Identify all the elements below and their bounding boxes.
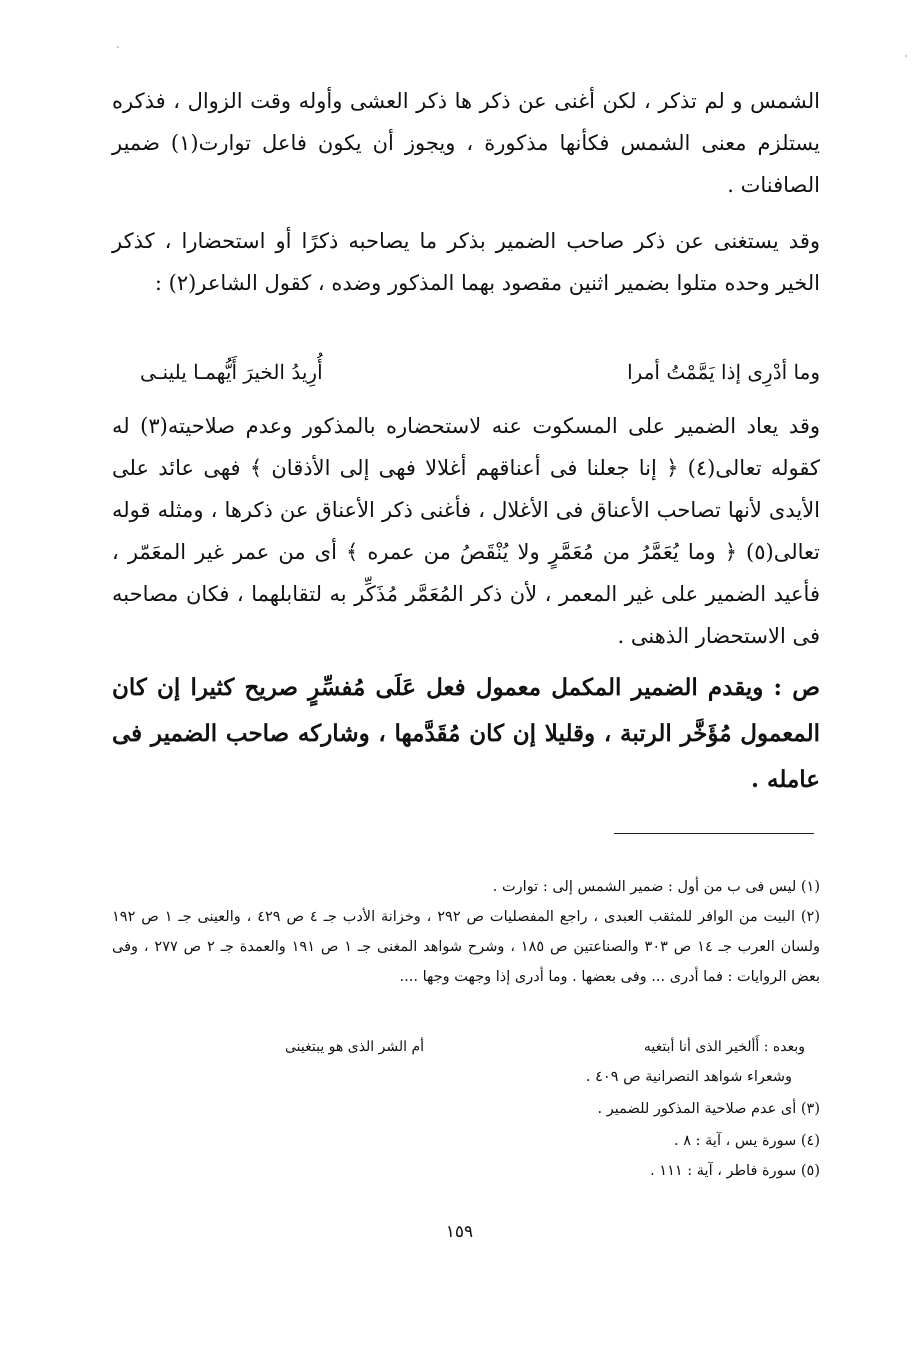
page-number: ١٥٩ [445, 1222, 474, 1242]
paragraph-3: وقد يعاد الضمير على المسكوت عنه لاستحضاره بالمذكور وعدم صلاحيته(٣) له كقوله تعالى(٤) ﴿ إنا جعلنا فى أعناقهم أغلالا فهى إلى الأذقان ﴾ فهى عائد على الأيدى لأنها تصاحب الأعناق فى الأغلال ، فأغنى ذكر الأعناق عن ذكرها ، ومثله قوله تعالى(٥) ﴿ وما يُعَمَّرُ من مُعَمَّرٍ ولا يُنْقَصُ من عمره ﴾ أى من عمر غير المعَمّر ، فأعيد الضمير على غير المعمر ، لأن ذكر المُعَمَّر مُذَكِّر به لتقابلهما ، فكان مصاحبه فى الاستحضار الذهنى . [112, 414, 821, 648]
footnote-2: (٢) البيت من الوافر للمثقب العبدى ، راجع المفصليات ص ٢٩٢ ، وخزانة الأدب جـ ٤ ص ٤٢٩ ، والعينى جـ ١ ص ١٩٢ ولسان العرب جـ ١٤ ص ٣٠٣ والصناعتين ص ١٨٥ ، وشرح شواهد المغنى جـ ١ ص ١٩١ والعمدة جـ ٢ ص ٢٧٧ ، وفى بعض الروايات : فما أدرى ... وفى بعضها . وما أدرى إذا وجهت وجها .... [112, 909, 821, 985]
poetry-verse [140, 352, 820, 392]
paragraph-2: وقد يستغنى عن ذكر صاحب الضمير بذكر ما يصاحبه ذكرًا أو استحضارا ، كذكر الخير وحده متلوا بضمير اثنين مقصود بهما المذكور وضده ، كقول الشاعر(٢) : [112, 229, 820, 295]
verse-first-hemistich: وما أدْرِى إذا يَمَّمْتُ أمرا [627, 360, 820, 384]
footnote-1: (١) ليس فى ب من أول : ضمير الشمس إلى : توارت . [492, 879, 820, 895]
verse-second-hemistich: أُرِيدُ الخيرَ أَيُّهمـا يلينـى [140, 360, 323, 384]
footnote-5: (٥) سورة فاطر ، آية : ١١١ . [650, 1163, 820, 1179]
footnote-4: (٤) سورة يس ، آية : ٨ . [674, 1133, 820, 1149]
footnote-3: (٣) أى عدم صلاحية المذكور للضمير . [597, 1101, 820, 1117]
footnote-2-continuation: وشعراء شواهد النصرانية ص ٤٠٩ . [585, 1069, 792, 1085]
footnote-verse [285, 1032, 805, 1062]
footnote-verse-second: أم الشر الذى هو يبتغينى [285, 1039, 425, 1055]
paragraph-1: الشمس و لم تذكر ، لكن أغنى عن ذكر ها ذكر العشى وأوله وقت الزوال ، فذكره يستلزم معنى الشمس فكأنها مذكورة ، ويجوز أن يكون فاعل توارت(١) ضمير الصافنات . [112, 89, 821, 197]
scan-speck [905, 55, 907, 57]
bold-rule-paragraph: ص : ويقدم الضمير المكمل معمول فعل عَلَى مُفسِّرٍ صريح كثيرا إن كان المعمول مُؤَخَّر الرتبة ، وقليلا إن كان مُقَدَّمها ، وشاركه صاحب الضمير فى عامله . [112, 674, 820, 793]
scan-speck [117, 46, 119, 48]
footnote-verse-first: وبعده : أَألخير الذى أنا أبتغيه [643, 1039, 805, 1055]
footnote-separator [614, 833, 814, 834]
